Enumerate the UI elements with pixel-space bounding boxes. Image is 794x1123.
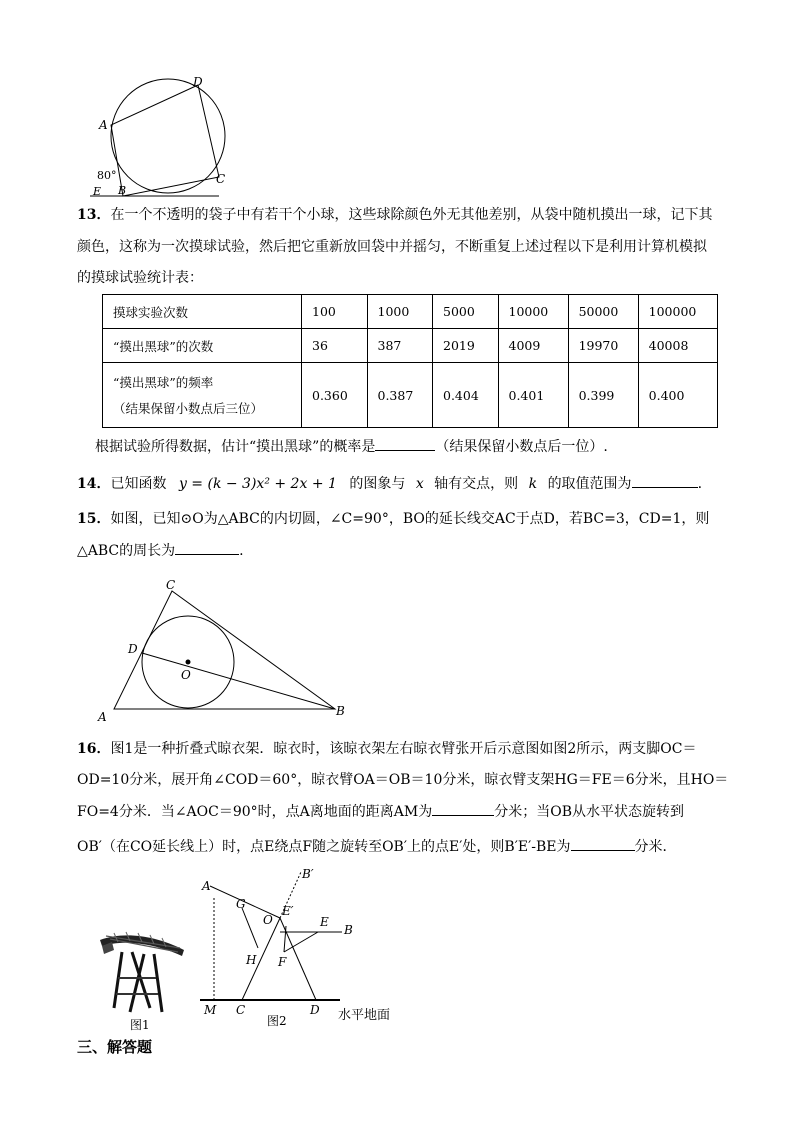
function-formula: y = (k − 3)x² + 2x + 1 bbox=[178, 476, 337, 492]
table-cell: 0.401 bbox=[498, 363, 568, 428]
table-cell: 4009 bbox=[498, 329, 568, 363]
figure2-caption: 图2 bbox=[267, 1014, 287, 1028]
q15-line1: 15．如图，已知⊙O为△ABC的内切圆，∠C=90°，BO的延长线交AC于点D，若BC=3，CD=1，则 bbox=[77, 511, 710, 527]
table-cell: 387 bbox=[367, 329, 433, 363]
table-cell: 2019 bbox=[433, 329, 499, 363]
drying-rack-illustration bbox=[92, 928, 192, 1018]
table-cell: 100000 bbox=[638, 295, 717, 329]
label-B: B bbox=[344, 923, 353, 937]
table-cell: 100 bbox=[302, 295, 368, 329]
q13-question: 根据试验所得数据，估计“摸出黑球”的概率是 （结果保留小数点后一位）. bbox=[95, 436, 734, 457]
label-B-prime: B′ bbox=[302, 867, 314, 881]
table-cell: 0.400 bbox=[638, 363, 717, 428]
table-cell: 0.387 bbox=[367, 363, 433, 428]
answer-blank-BE[interactable] bbox=[571, 836, 635, 851]
label-H: H bbox=[246, 953, 257, 967]
row-label: “摸出黑球”的次数 bbox=[103, 329, 302, 363]
center-point-O bbox=[186, 660, 191, 665]
table-row-frequency bbox=[103, 363, 718, 428]
angle-80-label: 80° bbox=[97, 169, 117, 182]
q13-line1: 13．在一个不透明的袋子中有若干个小球，这些球除颜色外无其他差别，从袋中随机摸出一球，记下其 bbox=[77, 207, 713, 223]
q13-line2: 颜色，这称为一次摸球试验，然后把它重新放回袋中并摇匀，不断重复上述过程以下是利用计算机模拟 bbox=[77, 239, 707, 255]
answer-blank[interactable] bbox=[375, 436, 435, 451]
label-O: O bbox=[181, 668, 191, 682]
table-cell: 0.360 bbox=[302, 363, 368, 428]
var-k: k bbox=[528, 476, 538, 492]
label-D: D bbox=[310, 1003, 320, 1017]
label-G: G bbox=[236, 897, 246, 911]
rack-leg bbox=[114, 952, 122, 1008]
segment-DB bbox=[142, 653, 335, 709]
section-heading: 三、解答题 bbox=[77, 1038, 153, 1056]
q14-line: 14．已知函数 y = (k − 3)x² + 2x + 1 的图象与 x 轴有交点，则 k 的取值范围为 . bbox=[77, 473, 734, 494]
row-label-line2: （结果保留小数点后三位） bbox=[113, 401, 264, 416]
figure1-caption: 图1 bbox=[130, 1018, 150, 1032]
label-A: A bbox=[98, 710, 107, 724]
table-cell: 19970 bbox=[568, 329, 638, 363]
table-row-trials bbox=[103, 295, 718, 329]
support-HG bbox=[242, 908, 258, 948]
table-cell: 40008 bbox=[638, 329, 717, 363]
label-D: D bbox=[193, 75, 203, 89]
label-C: C bbox=[166, 578, 176, 592]
table-row-counts bbox=[103, 329, 718, 363]
q16-line3: FO=4分米．当∠AOC＝90°时，点A离地面的距离AM为 分米；当OB从水平状态旋转到 bbox=[77, 801, 734, 822]
label-A: A bbox=[99, 118, 108, 132]
ground-label: 水平地面 bbox=[338, 1008, 391, 1023]
q16-line2: OD=10分米，展开角∠COD＝60°，晾衣臂OA＝OB＝10分米，晾衣臂支架HG＝FE＝6分米，且HO＝ bbox=[77, 772, 729, 788]
label-E-prime: E′ bbox=[282, 904, 294, 918]
table-cell: 36 bbox=[302, 329, 368, 363]
label-E: E bbox=[320, 915, 329, 929]
incircle-triangle-figure bbox=[92, 575, 362, 725]
table-cell: 0.399 bbox=[568, 363, 638, 428]
experiment-table bbox=[102, 294, 718, 428]
answer-blank[interactable] bbox=[175, 540, 239, 555]
row-label-line1: “摸出黑球”的频率 bbox=[113, 375, 214, 390]
q16-line1: 16．图1是一种折叠式晾衣架．晾衣时，该晾衣架左右晾衣臂张开后示意图如图2所示，两支脚OC＝ bbox=[77, 741, 697, 757]
label-B: B bbox=[336, 704, 345, 718]
label-D: D bbox=[128, 642, 138, 656]
cyclic-quadrilateral-figure bbox=[85, 72, 245, 202]
label-C: C bbox=[216, 172, 226, 186]
q13-line3: 的摸球试验统计表： bbox=[77, 270, 203, 286]
row-label bbox=[103, 363, 302, 428]
label-O: O bbox=[263, 913, 273, 927]
label-B: B bbox=[118, 184, 127, 197]
label-E: E bbox=[93, 185, 102, 198]
row-label: 摸球实验次数 bbox=[103, 295, 302, 329]
drying-rack-schematic bbox=[196, 864, 406, 1024]
label-M: M bbox=[204, 1003, 217, 1017]
table-cell: 1000 bbox=[367, 295, 433, 329]
var-x: x bbox=[415, 476, 424, 492]
table-cell: 50000 bbox=[568, 295, 638, 329]
table-cell: 10000 bbox=[498, 295, 568, 329]
answer-blank[interactable] bbox=[632, 473, 698, 488]
table-cell: 5000 bbox=[433, 295, 499, 329]
label-F: F bbox=[278, 955, 287, 969]
support-FE bbox=[284, 932, 318, 952]
q16-line4: OB′（在CO延长线上）时，点E绕点F随之旋转至OB′上的点E′处，则B′E′-BE为 分米． bbox=[77, 836, 734, 857]
table-cell: 0.404 bbox=[433, 363, 499, 428]
answer-blank-AM[interactable] bbox=[432, 801, 494, 816]
label-C: C bbox=[236, 1003, 246, 1017]
q15-line2: △ABC的周长为 . bbox=[77, 540, 734, 561]
label-A: A bbox=[202, 879, 211, 893]
